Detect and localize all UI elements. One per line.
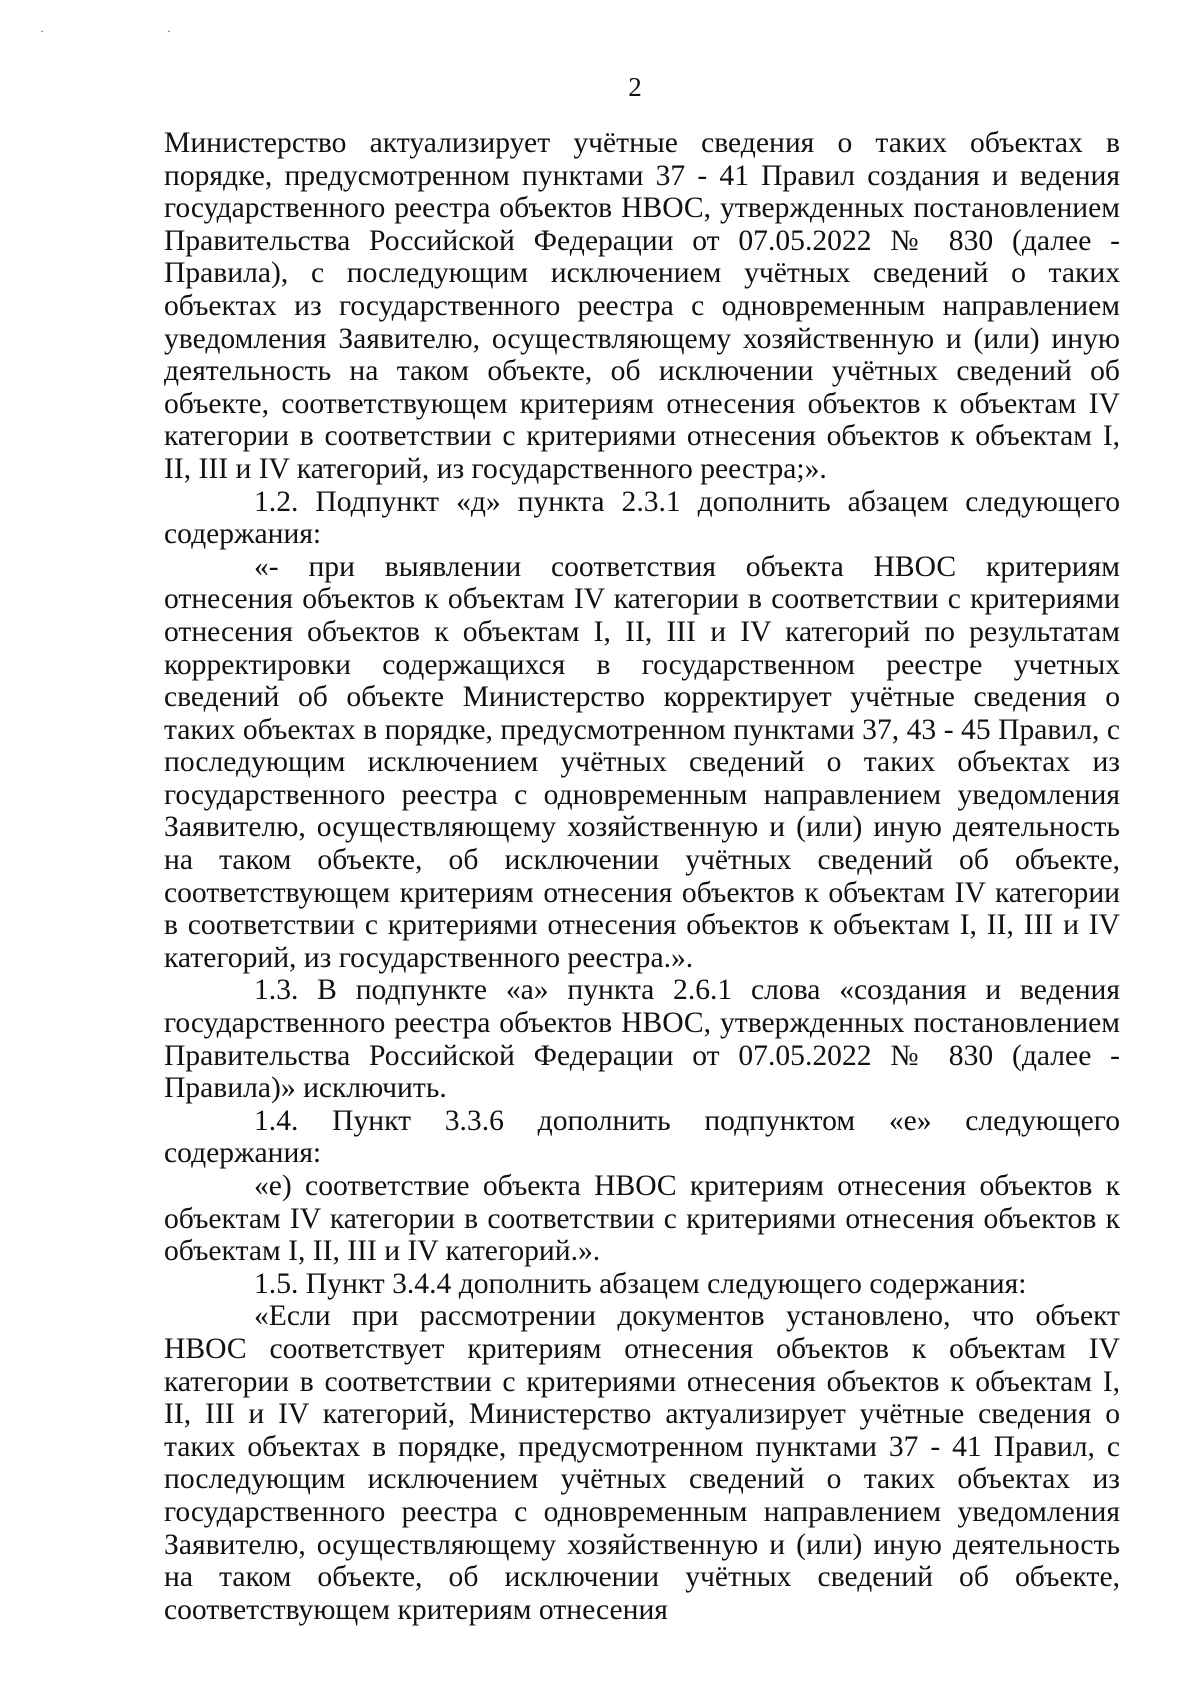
scan-artifact-dots: · · <box>40 24 231 38</box>
paragraph-1-4-quote: «е) соответствие объекта НВОС критериям отнесения объектов к объектам IV категории в соответствии с критериями отнесения объектов к объектам I, II, III и IV категорий.». <box>164 1170 1120 1268</box>
page-number: 2 <box>628 72 642 102</box>
paragraph-1-5: 1.5. Пункт 3.4.4 дополнить абзацем следующего содержания: <box>254 1267 1027 1300</box>
paragraph-1-2: 1.2. Подпункт «д» пункта 2.3.1 дополнить абзацем следующего содержания: <box>164 485 1120 551</box>
paragraph-1-5-quote: «Если при рассмотрении документов установлено, что объект НВОС соответствует критериям отнесения объектов к объектам IV категории в соответствии с критериями отнесения объектов к объектам I, II, III и IV категорий, Министерство актуализирует учётные сведения о таких объектах в порядке, предусмотренном пунктами 37 - 41 Правил, с последующим исключением учётных сведений о таких объектах из государственного реестра с одновременным направлением уведомления Заявителю, осуществляющему хозяйственную и (или) иную деятельность на таком объекте, об исключении учётных сведений об объекте, соответствующем критериям отнесения <box>164 1300 1120 1626</box>
paragraph-1-3: 1.3. В подпункте «а» пункта 2.6.1 слова «создания и ведения государственного реестра объектов НВОС, утвержденных постановлением Правительства Российской Федерации от 07.05.2022 № 830 (далее - Правила)» исключить. <box>164 974 1120 1105</box>
paragraph-continuation: Министерство актуализирует учётные сведения о таких объектах в порядке, предусмотренном пунктами 37 - 41 Правил создания и ведения государственного реестра объектов НВОС, утвержденных постановлением Правительства Российской Федерации от 07.05.2022 № 830 (далее - Правила), с последующим исключением учётных сведений о таких объектах из государственного реестра с одновременным направлением уведомления Заявителю, осуществляющему хозяйственную и (или) иную деятельность на таком объекте, об исключении учётных сведений об объекте, соответствующем критериям отнесения объектов к объектам IV категории в соответствии с критериями отнесения объектов к объектам I, II, III и IV категорий, из государственного реестра;». <box>164 127 1120 485</box>
document-body <box>164 127 1120 1626</box>
paragraph-1-4: 1.4. Пункт 3.3.6 дополнить подпунктом «е» следующего содержания: <box>164 1104 1120 1170</box>
paragraph-1-2-quote: «- при выявлении соответствия объекта НВОС критериям отнесения объектов к объектам IV категории в соответствии с критериями отнесения объектов к объектам I, II, III и IV категорий по результатам корректировки содержащихся в государственном реестре учетных сведений об объекте Министерство корректирует учётные сведения о таких объектах в порядке, предусмотренном пунктами 37, 43 - 45 Правил, с последующим исключением учётных сведений о таких объектах из государственного реестра с одновременным направлением уведомления Заявителю, осуществляющему хозяйственную и (или) иную деятельность на таком объекте, об исключении учётных сведений об объекте, соответствующем критериям отнесения объектов к объектам IV категории в соответствии с критериями отнесения объектов к объектам I, II, III и IV категорий, из государственного реестра.». <box>164 550 1120 974</box>
